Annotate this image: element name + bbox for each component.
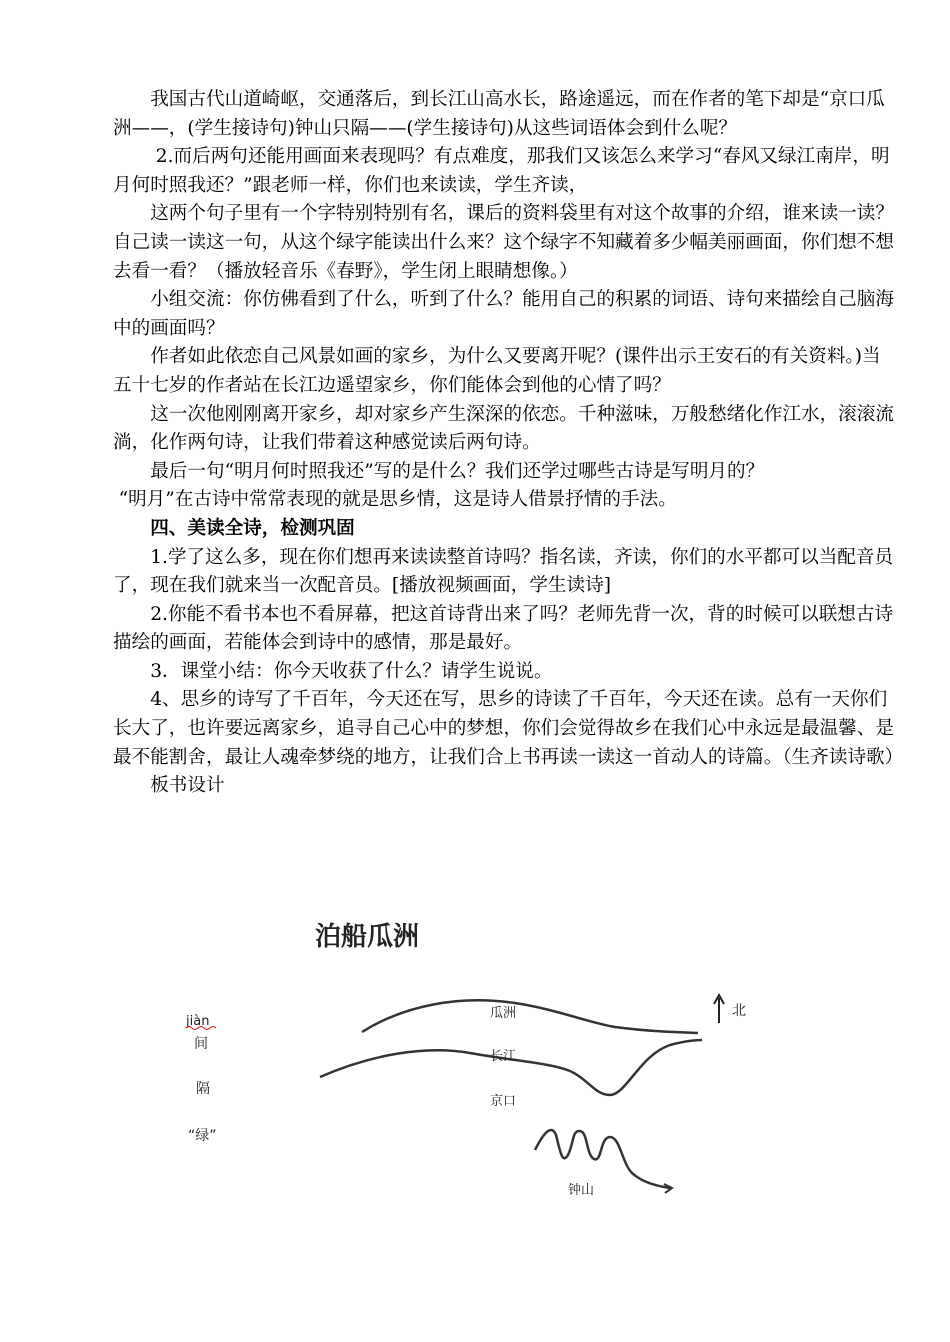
- paragraph: 我国古代山道崎岖，交通落后，到长江山高水长，路途遥远，而在作者的笔下却是“京口瓜洲——，(学生接诗句)钟山只隔——(学生接诗句)从这些词语体会到什么呢？: [113, 89, 885, 139]
- label-zhongshan: 钟山: [568, 1183, 595, 1198]
- word-ge: 隔: [196, 1081, 210, 1097]
- section-heading: 四、美读全诗，检测巩固: [150, 517, 355, 539]
- board-title: 泊船瓜洲: [315, 922, 420, 952]
- board-design-figure: [170, 905, 790, 1225]
- paragraph: 作者如此依恋自己风景如画的家乡，为什么又要离开呢？(课件出示王安石的有关资料。)当五十七岁的作者站在长江边遥望家乡，你们能体会到他的心情了吗？: [113, 346, 881, 396]
- label-guazhou: 瓜洲: [490, 1006, 517, 1021]
- paragraph: 2.而后两句还能用画面来表现吗？有点难度，那我们又该怎么来学习“春风又绿江南岸，明月何时照我还？”跟老师一样，你们也来读读，学生齐读，: [113, 146, 890, 196]
- zhongshan-mountain-line: [535, 1130, 670, 1188]
- paragraph: 这两个句子里有一个字特别特别有名，课后的资料袋里有对这个故事的介绍，谁来读一读？自己读一读这一句，从这个绿字能读出什么来？这个绿字不知藏着多少幅美丽画面，你们想不想去看一看？（播放轻音乐《春野》，学生闭上眼睛想像。）: [113, 203, 894, 282]
- label-jingkou: 京口: [490, 1094, 517, 1109]
- pinyin-label: jiàn: [186, 1014, 210, 1029]
- paragraph: 这一次他刚刚离开家乡，却对家乡产生深深的依恋。千种滋味，万般愁绪化作江水，滚滚流淌，化作两句诗，让我们带着这种感觉读后两句诗。: [113, 403, 894, 454]
- paragraph: 板书设计: [150, 775, 225, 797]
- paragraph: 3．课堂小结：你今天收获了什么？请学生说说。: [150, 660, 553, 682]
- lesson-text: [113, 86, 904, 801]
- north-bank-line: [362, 1000, 698, 1033]
- label-north: 北: [732, 1003, 746, 1019]
- paragraph: 最后一句“明月何时照我还”写的是什么？我们还学过哪些古诗是写明月的？: [150, 460, 765, 482]
- paragraph: 小组交流：你仿佛看到了什么，听到了什么？能用自己的积累的词语、诗句来描绘自己脑海中的画面吗？: [113, 289, 894, 339]
- paragraph: 4、思乡的诗写了千百年，今天还在写，思乡的诗读了千百年，今天还在读。总有一天你们长大了，也许要远离家乡，追寻自己心中的梦想，你们会觉得故乡在我们心中永远是最温馨、是最不能割舍，最让人魂牵梦绕的地方，让我们合上书再读一读这一首动人的诗篇。（生齐读诗歌）: [113, 689, 904, 768]
- paragraph: 1.学了这么多，现在你们想再来读读整首诗吗？指名读，齐读，你们的水平都可以当配音员了，现在我们就来当一次配音员。[播放视频画面，学生读诗]: [113, 546, 894, 597]
- label-changjiang: 长江: [490, 1049, 517, 1064]
- word-lv: “绿”: [188, 1128, 217, 1144]
- paragraph: “明月”在古诗中常常表现的就是思乡情，这是诗人借景抒情的手法。: [118, 489, 677, 511]
- word-jian: 间: [194, 1036, 208, 1052]
- paragraph: 2.你能不看书本也不看屏幕，把这首诗背出来了吗？老师先背一次，背的时候可以联想古诗描绘的画面，若能体会到诗中的感情，那是最好。: [113, 603, 894, 654]
- board-design-diagram: [170, 905, 790, 1225]
